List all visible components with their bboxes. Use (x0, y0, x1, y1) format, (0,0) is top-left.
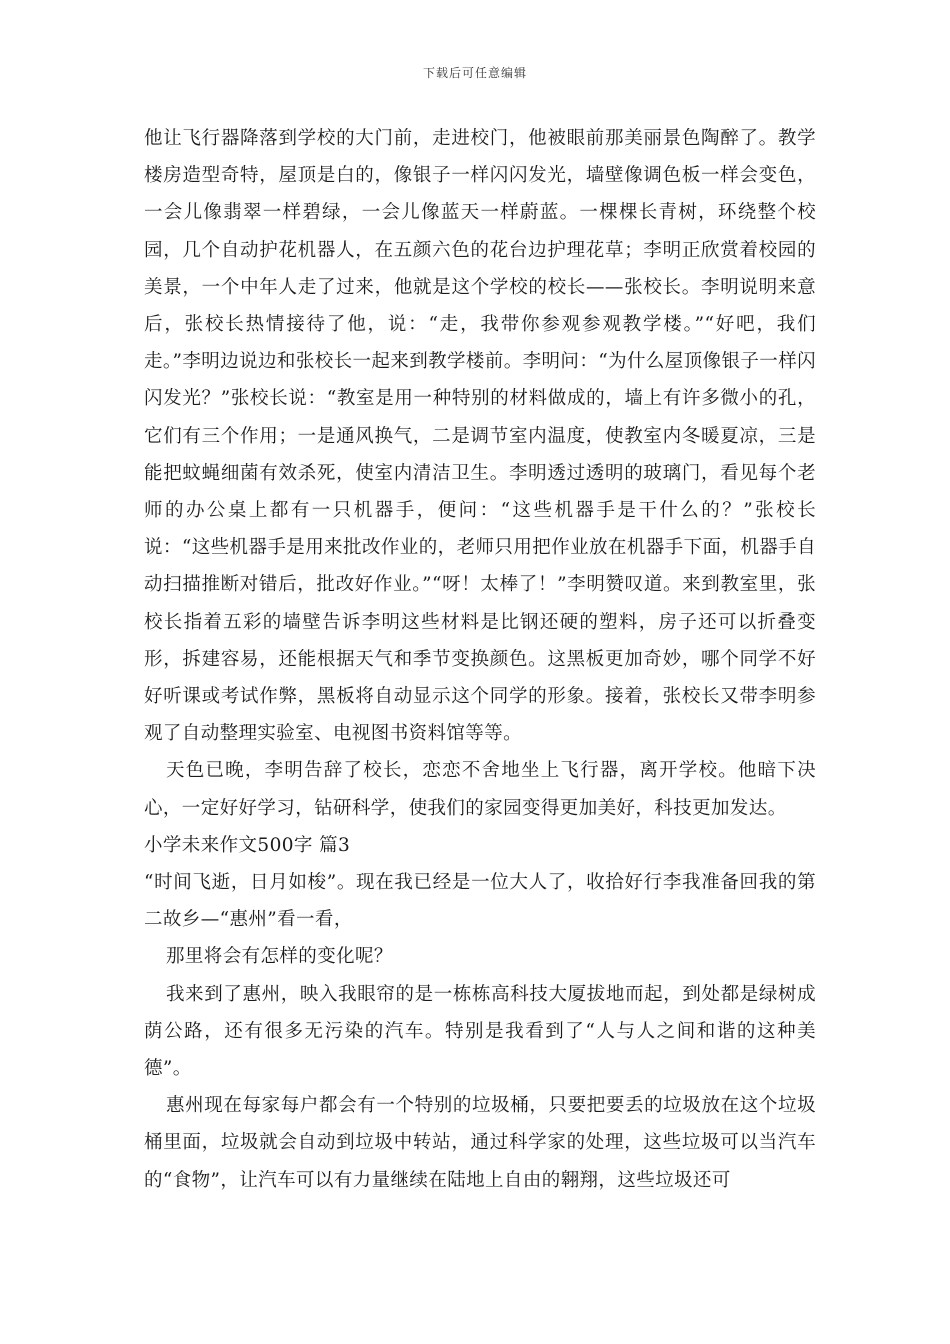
paragraph-5: 我来到了惠州，映入我眼帘的是一栋栋高科技大厦拔地而起，到处都是绿树成荫公路，还有很多无污染的汽车。特别是我看到了“人与人之间和谐的这种美德”。 (144, 983, 816, 1080)
paragraph-3: “时间飞逝，日月如梭”。现在我已经是一位大人了，收拾好行李我准备回我的第二故乡—“惠州”看一看， (144, 872, 816, 931)
paragraph-6: 惠州现在每家每户都会有一个特别的垃圾桶，只要把要丢的垃圾放在这个垃圾桶里面，垃圾就会自动到垃圾中转站，通过科学家的处理，这些垃圾可以当汽车的“食物”，让汽车可以有力量继续在陆地上自由的翱翔，这些垃圾还可 (144, 1095, 816, 1191)
paragraph-4: 那里将会有怎样的变化呢？ (166, 946, 393, 968)
page-header: 下载后可任意编辑 (422, 66, 527, 80)
paragraph-1: 他让飞行器降落到学校的大门前，走进校门，他被眼前那美丽景色陶醉了。教学楼房造型奇特，屋顶是白的，像银子一样闪闪发光，墙壁像调色板一样会变色，一会儿像翡翠一样碧绿，一会儿像蓝天一样蔚蓝。一棵棵长青树，环绕整个校园，几个自动护花机器人，在五颜六色的花台边护理花草；李明正欣赏着校园的美景，一个中年人走了过来，他就是这个学校的校长——张校长。李明说明来意后，张校长热情接待了他，说：“走，我带你参观参观教学楼。”“好吧，我们走。”李明边说边和张校长一起来到教学楼前。李明问：“为什么屋顶像银子一样闪闪发光？”张校长说：“教室是用一种特别的材料做成的，墙上有许多微小的孔，它们有三个作用；一是通风换气，二是调节室内温度，使教室内冬暖夏凉，三是能把蚊蝇细菌有效杀死，使室内清洁卫生。李明透过透明的玻璃门，看见每个老师的办公桌上都有一只机器手，便问：“这些机器手是干什么的？”张校长说：“这些机器手是用来批改作业的，老师只用把作业放在机器手下面，机器手自动扫描推断对错后，批改好作业。”“呀！太棒了！”李明赞叹道。来到教室里，张校长指着五彩的墙壁告诉李明这些材料是比钢还硬的塑料，房子还可以折叠变形，拆建容易，还能根据天气和季节变换颜色。这黑板更加奇妙，哪个同学不好好听课或考试作弊，黑板将自动显示这个同学的形象。接着，张校长又带李明参观了自动整理实验室、电视图书资料馆等等。 (144, 128, 816, 745)
section-title: 小学未来作文500字 篇3 (144, 834, 351, 856)
document-body (144, 120, 816, 1199)
paragraph-2: 天色已晚，李明告辞了校长，恋恋不舍地坐上飞行器，离开学校。他暗下决心，一定好好学习，钻研科学，使我们的家园变得更加美好，科技更加发达。 (144, 760, 816, 819)
